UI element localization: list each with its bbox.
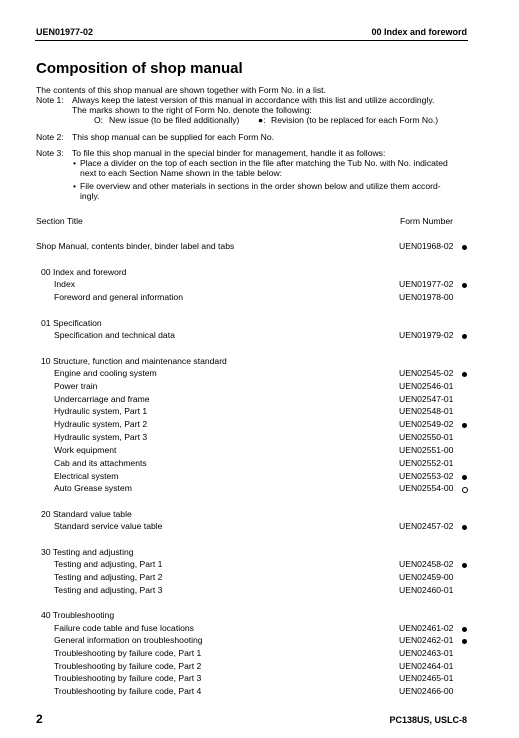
note3-bullet1-line2: next to each Section Name shown in the table below: xyxy=(80,168,283,178)
row-section-title: Electrical system xyxy=(54,471,119,481)
row-section-title: Shop Manual, contents binder, binder label and tabs xyxy=(36,241,235,251)
row-section-title: Cab and its attachments xyxy=(54,458,147,468)
revision-mark-icon xyxy=(460,369,469,379)
row-section-title: Hydraulic system, Part 3 xyxy=(54,432,148,442)
new-issue-mark-icon xyxy=(460,484,470,494)
revision-mark-icon xyxy=(460,242,469,252)
row-form-number: UEN02461-02 xyxy=(399,623,454,633)
row-section-title: Work equipment xyxy=(54,445,117,455)
row-section-title: Index xyxy=(54,279,76,289)
row-form-number: UEN02549-02 xyxy=(399,419,454,429)
row-section-title: Testing and adjusting, Part 1 xyxy=(54,559,163,569)
row-form-number: UEN02458-02 xyxy=(399,559,454,569)
bullet-dot: • xyxy=(73,158,77,168)
row-section-title: Auto Grease system xyxy=(54,483,132,493)
row-section-title: Troubleshooting by failure code, Part 3 xyxy=(54,673,202,683)
revision-mark-icon xyxy=(460,420,469,430)
row-section-title: General information on troubleshooting xyxy=(54,635,203,645)
legend-new-symbol: O: xyxy=(94,115,104,125)
revision-mark-icon xyxy=(460,560,469,570)
row-form-number: UEN02545-02 xyxy=(399,368,454,378)
note3-bullet2-line1: File overview and other materials in sections in the order shown below and utilize them accord- xyxy=(80,181,441,191)
row-section-title: 30 Testing and adjusting xyxy=(41,547,134,557)
legend-new-text: New issue (to be filed additionally) xyxy=(109,115,240,125)
row-form-number: UEN02462-01 xyxy=(399,635,454,645)
row-section-title: Specification and technical data xyxy=(54,330,175,340)
note2-text: This shop manual can be supplied for each Form No. xyxy=(72,132,275,142)
revision-mark-icon xyxy=(460,522,469,532)
column-header-form-number: Form Number xyxy=(400,216,454,226)
row-section-title: Troubleshooting by failure code, Part 2 xyxy=(54,661,202,671)
intro-text: The contents of this shop manual are shown together with Form No. in a list. xyxy=(36,85,326,95)
row-form-number: UEN02459-00 xyxy=(399,572,454,582)
row-form-number: UEN02554-00 xyxy=(399,483,454,493)
row-form-number: UEN02466-00 xyxy=(399,686,454,696)
row-section-title: Testing and adjusting, Part 2 xyxy=(54,572,163,582)
revision-mark-icon xyxy=(460,636,469,646)
row-form-number: UEN02464-01 xyxy=(399,661,454,671)
row-section-title: Undercarriage and frame xyxy=(54,394,150,404)
row-section-title: 20 Standard value table xyxy=(41,509,132,519)
note3-label: Note 3: xyxy=(36,148,64,158)
row-section-title: 01 Specification xyxy=(41,318,102,328)
row-section-title: Testing and adjusting, Part 3 xyxy=(54,585,163,595)
note3-text: To file this shop manual in the special binder for management, handle it as follows: xyxy=(72,148,386,158)
row-section-title: 00 Index and foreword xyxy=(41,267,127,277)
row-form-number: UEN02546-01 xyxy=(399,381,454,391)
row-form-number: UEN02553-02 xyxy=(399,471,454,481)
row-section-title: Standard service value table xyxy=(54,521,163,531)
legend-revision-text: Revision (to be replaced for each Form No.) xyxy=(271,115,439,125)
row-section-title: Troubleshooting by failure code, Part 1 xyxy=(54,648,202,658)
revision-mark-icon xyxy=(460,624,469,634)
row-form-number: UEN02550-01 xyxy=(399,432,454,442)
page-title: Composition of shop manual xyxy=(36,60,243,77)
row-section-title: 40 Troubleshooting xyxy=(41,610,115,620)
row-form-number: UEN02551-00 xyxy=(399,445,454,455)
column-header-section-title: Section Title xyxy=(36,216,83,226)
bullet-dot: • xyxy=(73,181,77,191)
row-section-title: Engine and cooling system xyxy=(54,368,157,378)
legend-revision-symbol: ●: xyxy=(258,115,266,125)
row-form-number: UEN01977-02 xyxy=(399,279,454,289)
row-form-number: UEN01978-00 xyxy=(399,292,454,302)
row-section-title: Failure code table and fuse locations xyxy=(54,623,194,633)
row-form-number: UEN02548-01 xyxy=(399,406,454,416)
header-form-number: UEN01977-02 xyxy=(36,27,94,37)
row-form-number: UEN02457-02 xyxy=(399,521,454,531)
header-section-name: 00 Index and foreword xyxy=(371,27,467,37)
row-section-title: Troubleshooting by failure code, Part 4 xyxy=(54,686,202,696)
revision-mark-icon xyxy=(460,331,469,341)
row-form-number: UEN02547-01 xyxy=(399,394,454,404)
note1-line2: The marks shown to the right of Form No. denote the following: xyxy=(72,105,312,115)
row-form-number: UEN02463-01 xyxy=(399,648,454,658)
row-section-title: Hydraulic system, Part 1 xyxy=(54,406,148,416)
note1-text: Always keep the latest version of this manual in accordance with this list and utilize accordingly. xyxy=(72,95,435,105)
row-section-title: Power train xyxy=(54,381,98,391)
row-section-title: 10 Structure, function and maintenance standard xyxy=(41,356,227,366)
page-number: 2 xyxy=(36,712,43,726)
row-form-number: UEN02465-01 xyxy=(399,673,454,683)
note3-bullet2-line2: ingly. xyxy=(80,191,100,201)
row-form-number: UEN01979-02 xyxy=(399,330,454,340)
row-form-number: UEN02460-01 xyxy=(399,585,454,595)
header-divider xyxy=(35,40,468,41)
note1-label: Note 1: xyxy=(36,95,64,105)
footer-model: PC138US, USLC-8 xyxy=(389,715,467,725)
row-form-number: UEN02552-01 xyxy=(399,458,454,468)
row-form-number: UEN01968-02 xyxy=(399,241,454,251)
note3-bullet1-line1: Place a divider on the top of each section in the file after matching the Tub No. with No. indicated xyxy=(80,158,448,168)
row-section-title: Hydraulic system, Part 2 xyxy=(54,419,148,429)
row-section-title: Foreword and general information xyxy=(54,292,183,302)
note2-label: Note 2: xyxy=(36,132,64,142)
revision-mark-icon xyxy=(460,280,469,290)
revision-mark-icon xyxy=(460,472,469,482)
